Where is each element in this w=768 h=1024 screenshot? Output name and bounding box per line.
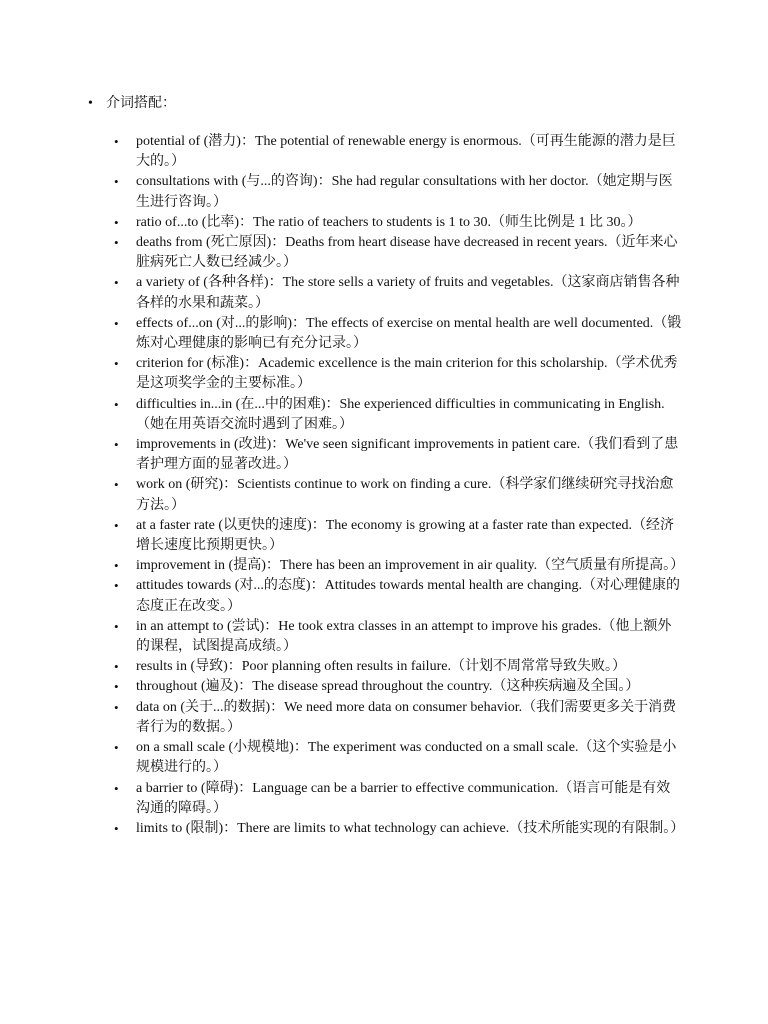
list-item xyxy=(112,172,682,212)
bullet-dot: • xyxy=(114,477,119,493)
heading-bullet: • xyxy=(88,96,93,111)
list-item xyxy=(112,698,682,738)
list-item-text: improvement in (提高)：There has been an improvement in air quality.（空气质量有所提高。） xyxy=(136,558,685,574)
bullet-dot: • xyxy=(114,820,119,836)
heading-text: 介词搭配： xyxy=(106,96,176,111)
list-item-text: consultations with (与...的咨询)：She had regular consultations with her doctor.（她定期与医生进行咨询。） xyxy=(136,174,673,210)
bullet-dot: • xyxy=(114,235,119,251)
list-item xyxy=(112,475,682,515)
bullet-dot: • xyxy=(114,679,119,695)
list-item xyxy=(112,213,682,233)
collocation-list xyxy=(112,132,685,839)
list-item-text: attitudes towards (对...的态度)：Attitudes towards mental health are changing.（对心理健康的态度正在改变。） xyxy=(136,578,680,614)
list-item xyxy=(112,516,682,556)
list-item xyxy=(112,435,682,475)
list-item xyxy=(112,395,682,435)
list-item xyxy=(112,738,682,778)
list-item-text: work on (研究)：Scientists continue to work on finding a cure.（科学家们继续研究寻找治愈方法。） xyxy=(136,477,674,513)
list-item xyxy=(112,273,682,313)
bullet-dot: • xyxy=(114,517,119,533)
list-item-text: effects of...on (对...的影响)：The effects of exercise on mental health are well documented.（锻炼对心理健康的影响已有充分记录。） xyxy=(136,315,682,352)
list-item xyxy=(112,677,682,697)
list-item-text: improvements in (改进)：We've seen significant improvements in patient care.（我们看到了患者护理方面的显著改进。） xyxy=(136,437,679,473)
list-item-text: difficulties in...in (在...中的困难)：She experienced difficulties in communicating in English.（她在用英语交流时遇到了困难。） xyxy=(136,396,665,432)
bullet-dot: • xyxy=(114,578,119,594)
list-item-text: ratio of...to (比率)：The ratio of teachers to students is 1 to 30.（师生比例是 1 比 30。） xyxy=(136,214,642,230)
list-item xyxy=(112,354,682,394)
bullet-dot: • xyxy=(114,618,119,634)
list-item-text: limits to (限制)：There are limits to what technology can achieve.（技术所能实现的有限制。） xyxy=(136,820,685,836)
bullet-dot: • xyxy=(114,174,119,190)
list-item-text: at a faster rate (以更快的速度)：The economy is growing at a faster rate than expected.（经济增长速度比预期更快。） xyxy=(136,517,675,554)
list-item-text: potential of (潜力)：The potential of renewable energy is enormous.（可再生能源的潜力是巨大的。） xyxy=(136,134,676,170)
section-heading xyxy=(88,94,176,114)
bullet-dot: • xyxy=(114,740,119,756)
list-item-text: results in (导致)：Poor planning often results in failure.（计划不周常常导致失败。） xyxy=(136,659,626,675)
bullet-dot: • xyxy=(114,558,119,574)
list-item xyxy=(112,233,682,273)
list-item xyxy=(112,657,682,677)
list-item-text: on a small scale (小规模地)：The experiment was conducted on a small scale.（这个实验是小规模进行的。） xyxy=(136,740,677,776)
bullet-dot: • xyxy=(114,134,119,149)
list-item xyxy=(112,617,682,657)
list-item-text: a barrier to (障碍)：Language can be a barrier to effective communication.（语言可能是有效沟通的障碍。） xyxy=(136,780,671,816)
bullet-dot: • xyxy=(114,214,119,230)
list-item-text: in an attempt to (尝试)：He took extra classes in an attempt to improve his grades.（他上额外的课程，试图提高成绩。） xyxy=(136,618,672,655)
list-item-text: data on (关于...的数据)：We need more data on consumer behavior.（我们需要更多关于消费者行为的数据。） xyxy=(136,699,677,735)
list-item xyxy=(112,819,685,839)
list-item xyxy=(112,314,682,354)
list-item-text: deaths from (死亡原因)：Deaths from heart disease have decreased in recent years.（近年来心脏病死亡人数已经减少。） xyxy=(136,235,678,271)
bullet-dot: • xyxy=(114,699,119,715)
list-item xyxy=(112,576,682,616)
bullet-dot: • xyxy=(114,659,119,675)
list-item xyxy=(112,132,682,172)
list-item-text: criterion for (标准)：Academic excellence is the main criterion for this scholarship.（学术优秀是这项奖学金的主要标准。） xyxy=(136,356,678,392)
list-item-text: a variety of (各种各样)：The store sells a variety of fruits and vegetables.（这家商店销售各种各样的水果和蔬菜。） xyxy=(136,275,680,311)
list-item xyxy=(112,779,682,819)
bullet-dot: • xyxy=(114,780,119,796)
list-item-text: throughout (遍及)：The disease spread throughout the country.（这种疾病遍及全国。） xyxy=(136,679,640,695)
bullet-dot: • xyxy=(114,315,119,331)
bullet-dot: • xyxy=(114,437,119,453)
bullet-dot: • xyxy=(114,275,119,291)
list-item xyxy=(112,556,685,576)
bullet-dot: • xyxy=(114,356,119,372)
bullet-dot: • xyxy=(114,396,119,412)
